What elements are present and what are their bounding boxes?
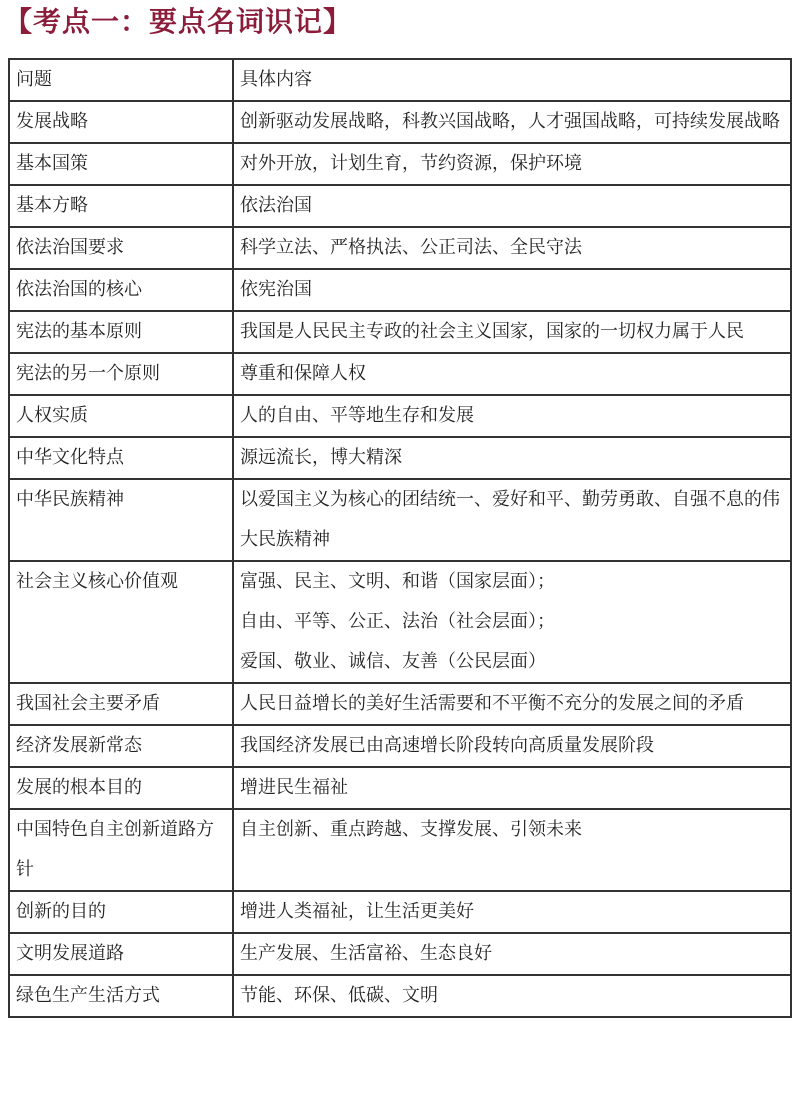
content-cell (233, 725, 791, 767)
table-header-row (9, 59, 791, 101)
question-cell: 宪法的另一个原则 (9, 353, 233, 395)
content-line: 源远流长，博大精深 (240, 447, 402, 468)
content-line: 节能、环保、低碳、文明 (240, 985, 438, 1006)
content-cell (233, 975, 791, 1017)
question-cell: 中华民族精神 (9, 479, 233, 561)
content-line: 人的自由、平等地生存和发展 (240, 405, 474, 426)
question-cell: 经济发展新常态 (9, 725, 233, 767)
header-content: 具体内容 (233, 59, 791, 101)
table-row (9, 809, 791, 891)
content-line: 自主创新、重点跨越、支撑发展、引领未来 (240, 819, 582, 840)
content-cell (233, 891, 791, 933)
content-cell (233, 311, 791, 353)
table-row (9, 933, 791, 975)
content-cell (233, 143, 791, 185)
content-line: 对外开放，计划生育，节约资源，保护环境 (240, 153, 582, 174)
question-cell: 社会主义核心价值观 (9, 561, 233, 683)
content-cell (233, 395, 791, 437)
table-row (9, 353, 791, 395)
question-cell: 发展的根本目的 (9, 767, 233, 809)
content-line: 人民日益增长的美好生活需要和不平衡不充分的发展之间的矛盾 (240, 693, 744, 714)
content-cell (233, 353, 791, 395)
table-row (9, 975, 791, 1017)
table-row (9, 683, 791, 725)
content-line: 增进民生福祉 (240, 777, 348, 798)
table-row (9, 143, 791, 185)
content-cell (233, 683, 791, 725)
content-line: 富强、民主、文明、和谐（国家层面）； (240, 571, 555, 592)
table-row (9, 101, 791, 143)
table-row (9, 479, 791, 561)
question-cell: 发展战略 (9, 101, 233, 143)
content-cell (233, 437, 791, 479)
table-row (9, 891, 791, 933)
question-cell: 中国特色自主创新道路方针 (9, 809, 233, 891)
question-cell: 文明发展道路 (9, 933, 233, 975)
content-cell (233, 933, 791, 975)
content-line: 科学立法、严格执法、公正司法、全民守法 (240, 237, 582, 258)
content-line: 生产发展、生活富裕、生态良好 (240, 943, 492, 964)
content-line: 我国是人民民主专政的社会主义国家，国家的一切权力属于人民 (240, 321, 744, 342)
table-row (9, 561, 791, 683)
table-row (9, 185, 791, 227)
content-line: 增进人类福祉，让生活更美好 (240, 901, 474, 922)
question-cell: 创新的目的 (9, 891, 233, 933)
header-question: 问题 (9, 59, 233, 101)
table-row (9, 437, 791, 479)
question-cell: 基本国策 (9, 143, 233, 185)
table-row (9, 767, 791, 809)
question-cell: 宪法的基本原则 (9, 311, 233, 353)
content-line: 我国经济发展已由高速增长阶段转向高质量发展阶段 (240, 735, 654, 756)
content-cell (233, 269, 791, 311)
table-row (9, 395, 791, 437)
table-row (9, 725, 791, 767)
content-line: 自由、平等、公正、法治（社会层面）； (240, 611, 555, 632)
question-cell: 基本方略 (9, 185, 233, 227)
content-line: 爱国、敬业、诚信、友善（公民层面） (240, 651, 546, 672)
table-row (9, 269, 791, 311)
content-line: 以爱国主义为核心的团结统一、爱好和平、勤劳勇敢、自强不息的伟大民族精神 (240, 489, 780, 550)
content-line: 创新驱动发展战略，科教兴国战略，人才强国战略，可持续发展战略 (240, 111, 780, 132)
content-cell (233, 479, 791, 561)
page-title: 【考点一：要点名词识记】 (4, 5, 353, 38)
content-line: 依宪治国 (240, 279, 312, 300)
content-cell (233, 185, 791, 227)
question-cell: 我国社会主要矛盾 (9, 683, 233, 725)
question-cell: 依法治国的核心 (9, 269, 233, 311)
question-cell: 依法治国要求 (9, 227, 233, 269)
content-cell (233, 561, 791, 683)
question-cell: 人权实质 (9, 395, 233, 437)
content-cell (233, 809, 791, 891)
content-cell (233, 227, 791, 269)
table-row (9, 311, 791, 353)
table-row (9, 227, 791, 269)
content-line: 依法治国 (240, 195, 312, 216)
key-terms-table (8, 58, 792, 1018)
content-line: 尊重和保障人权 (240, 363, 366, 384)
question-cell: 中华文化特点 (9, 437, 233, 479)
question-cell: 绿色生产生活方式 (9, 975, 233, 1017)
content-cell (233, 101, 791, 143)
content-cell (233, 767, 791, 809)
